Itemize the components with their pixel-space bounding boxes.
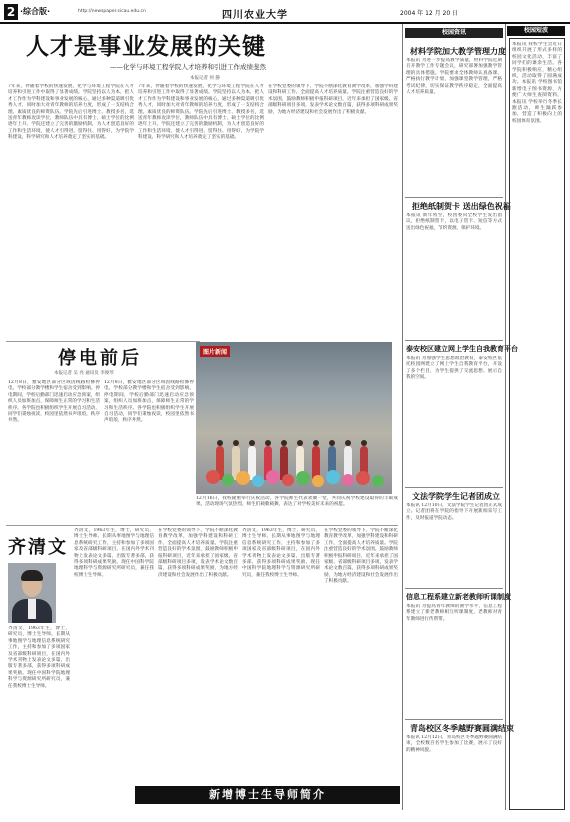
profile-body-col5: 在学校党委的领导下，学院不断深化教育教学改革，加强学科建设和科研工作，全面提高人才培养质量。学院注重营造良好的学术氛围，鼓励教师积极申报科研项目，近年来承担了国家级、省部级科研项目多项，发表学术论文数百篇，获得多项科研成果奖励，为地方经济建设和社会发展作出了积极贡献。 (324, 528, 398, 585)
lead-body-col1: 7年来，伴随着学校的快速发展，化学与环境工程学院在人才培养和引进工作中取得了显著成绩。学院坚持以人为本，把人才工作作为学科建设和事业发展的核心，通过多种渠道吸引优秀人才，同时加大对青年教师的培养力度，形成了一支结构合理、素质优良的师资队伍。学院先后引进博士、教授多名，选送青年教师攻读学位，教师队伍中具有博士、硕士学位的比例逐年上升。学院还建立了完善的激励机制，为人才创造良好的工作和生活环境，使人才引得进、留得住、用得好，为学院学科建设、科学研究和人才培养奠定了坚实的基础。 (8, 84, 134, 141)
news-headline: 泰安校区建立网上学生自我教育平台 (406, 345, 518, 353)
balloon (252, 475, 264, 487)
balloon (312, 475, 324, 487)
masthead: 四川农业大学 (222, 10, 288, 21)
outage-body-col2: 12月8日，雅安地区部分区域因线路检修停电，学校部分教学楼和学生宿舍受到影响。停电期间，学校后勤部门迅速启动应急预案，组织人员加班加点，保障师生正常的学习和生活秩序。各学院也积极组织学生开展自习活动，同学们秉烛夜读，校园里依然书声琅琅，秩序井然。 (104, 380, 194, 424)
photo-person-head (345, 440, 351, 446)
profile-body-col3: 在学校党委的领导下，学院不断深化教育教学改革，加强学科建设和科研工作，全面提高人才培养质量。学院注重营造良好的学术氛围，鼓励教师积极申报科研项目，近年来承担了国家级、省部级科研项目多项，发表学术论文数百篇，获得多项科研成果奖励，为地方经济建设和社会发展作出了积极贡献。 (158, 528, 238, 578)
photo-person-head (265, 440, 271, 446)
lead-headline: 人才是事业发展的关键 (26, 34, 266, 60)
balloon (326, 470, 340, 484)
news-body: 本报讯 为进一步提高教学质量，材料学院近期召开教学工作专题会议，研究部署加强教学管理的具体措施。学院要求全体教师认真备课，严格执行教学计划，加强课堂教学管理，严格考试纪律，切实保证教学秩序稳定，全面提高人才培养质量。 (406, 58, 502, 96)
outage-headline: 停电前后 (58, 348, 142, 369)
photo-person-head (217, 440, 223, 446)
profile-name: 齐清文 (8, 537, 68, 558)
photo-person-head (233, 440, 239, 446)
portrait-shirt (28, 599, 36, 619)
lead-body-col2: 7年来，伴随着学校的快速发展，化学与环境工程学院在人才培养和引进工作中取得了显著成绩。学院坚持以人为本，把人才工作作为学科建设和事业发展的核心，通过多种渠道吸引优秀人才，同时加大对青年教师的培养力度，形成了一支结构合理、素质优良的师资队伍。学院先后引进博士、教授多名，选送青年教师攻读学位，教师队伍中具有博士、硕士学位的比例逐年上升。学院还建立了完善的激励机制，为人才创造良好的工作和生活环境，使人才引得进、留得住、用得好，为学院学科建设、科学研究和人才培养奠定了坚实的基础。 (138, 84, 264, 141)
news-body: 本报讯 为加强学生思想政治教育，泰安校区依托校园网建立了网上学生自我教育平台，开设了多个栏目，为学生提供了交流思想、展示自我的空间。 (406, 356, 502, 381)
balloon (222, 474, 234, 486)
right-section-header: 校园短波 (507, 26, 565, 36)
news-divider (405, 719, 503, 720)
photo-person-head (329, 440, 335, 446)
lead-byline: 本报记者 何 静 (190, 76, 220, 81)
photo-person-head (361, 440, 367, 446)
profile-portrait (8, 563, 56, 623)
news-body: 本报讯 12月10日，文法学院学生记者团正式成立。记者团将在学院的指导下开展新闻采写工作，及时报道学院动态。 (406, 503, 502, 521)
balloon (356, 471, 370, 485)
news-photo (196, 342, 392, 494)
news-divider (405, 197, 503, 198)
photo-news-tag: 图片新闻 (200, 346, 230, 357)
balloon (236, 471, 250, 485)
outage-byline: 本报记者 吴 亮 通讯员 李俊琴 (54, 371, 114, 376)
photo-person-head (313, 440, 319, 446)
news-divider (405, 588, 503, 589)
news-headline: 文法学院学生记者团成立 (412, 492, 500, 501)
paper-info: http://newspaper.sicau.edu.cn (78, 9, 146, 14)
outage-body-col1: 12月8日，雅安地区部分区域因线路检修停电，学校部分教学楼和学生宿舍受到影响。停电期间，学校后勤部门迅速启动应急预案，组织人员加班加点，保障师生正常的学习和生活秩序。各学院也积极组织学生开展自习活动，同学们秉烛夜读，校园里依然书声琅琅，秩序井然。 (8, 380, 100, 424)
news-divider (405, 487, 503, 488)
campus-briefs-text: 本报讯 我校学生会近日组织开展了形式多样的校园文化活动，丰富了同学们的课余生活。各学院积极响应，精心组织，活动取得了圆满成功。本报讯 学校图书馆新增电子图书资源，方便广大师生查阅资料。本报讯 学校举行冬季长跑活动，师生踊跃参加，营造了积极向上的校园体育氛围。 (512, 42, 562, 124)
photo-person-head (249, 440, 255, 446)
balloon (296, 471, 310, 485)
profile-body-col1: 齐清文，1963年生，博士，研究员，博士生导师。长期从事地图学与地理信息系统研究工作，主持和参加了多项国家及省部级科研项目，在国内外学术刊物上发表论文多篇，出版专著多部，获得多项科研成果奖励。现任中国科学院地理科学与资源研究所研究员，兼任我校博士生导师。 (8, 626, 70, 689)
news-divider (405, 340, 503, 341)
news-headline: 材料学院加大教学管理力度 (410, 47, 506, 56)
lead-subtitle: ——化学与环境工程学院人才培养和引进工作成绩斐然 (110, 63, 266, 71)
news-body: 本报讯 12月12日，青岛校区冬季越野赛圆满结束，全校数百名学生参加了比赛，展示了良好的精神风貌。 (406, 735, 502, 753)
column-divider (505, 24, 506, 810)
news-body: 本报讯 新年将至，校团委向全校学生发出倡议，拒绝纸制贺卡，以电子贺卡、短信等方式送出绿色祝福，节约资源，保护环境。 (406, 213, 502, 231)
page-number: 2 (4, 4, 18, 20)
balloon (266, 470, 280, 484)
issue-date: 2004 年 12 月 20 日 (400, 10, 459, 17)
photo-person-head (281, 440, 287, 446)
campus-news-header: 校园资讯 (405, 28, 503, 38)
news-headline: 拒绝纸制贺卡 送出绿色祝福 (412, 202, 511, 211)
portrait-hair (21, 570, 43, 581)
profile-body-col4: 齐清文，1963年生，博士，研究员，博士生导师。长期从事地图学与地理信息系统研究工作，主持和参加了多项国家及省部级科研项目，在国内外学术刊物上发表论文多篇，出版专著多部，获得多项科研成果奖励。现任中国科学院地理科学与资源研究所研究员，兼任我校博士生导师。 (242, 528, 320, 578)
photo-caption: 12月16日，我校隆重举行庆祝活动，各学院师生代表欢聚一堂，共同庆祝学校建设取得的丰硕成果。活动现场气氛热烈，师生们载歌载舞，表达了对学校美好未来的祝愿。 (196, 496, 398, 508)
news-headline: 青岛校区冬季越野赛圆满结束 (410, 724, 514, 733)
section-divider (6, 525, 398, 526)
lead-body-col3: 在学校党委的领导下，学院不断深化教育教学改革，加强学科建设和科研工作，全面提高人才培养质量。学院注重营造良好的学术氛围，鼓励教师积极申报科研项目，近年来承担了国家级、省部级科研项目多项，发表学术论文数百篇，获得多项科研成果奖励，为地方经济建设和社会发展作出了积极贡献。 (268, 84, 398, 115)
column-divider (402, 24, 403, 810)
balloon (372, 475, 384, 487)
section-tag: ·综合版· (20, 7, 51, 16)
balloon (206, 470, 220, 484)
news-body: 本报讯 为提高青年教师的教学水平，信息工程系建立了新老教师相互听课制度，老教师对青年教师进行传帮带。 (406, 604, 502, 622)
news-headline: 信息工程系建立新老教师听课制度 (406, 593, 511, 601)
supervisor-banner: 新增博士生导师简介 (135, 786, 400, 804)
balloon (282, 474, 294, 486)
balloon (342, 474, 354, 486)
photo-person-head (297, 440, 303, 446)
profile-body-col2: 齐清文，1963年生，博士，研究员，博士生导师。长期从事地图学与地理信息系统研究工作，主持和参加了多项国家及省部级科研项目，在国内外学术刊物上发表论文多篇，出版专著多部，获得多项科研成果奖励。现任中国科学院地理科学与资源研究所研究员，兼任我校博士生导师。 (74, 528, 154, 578)
